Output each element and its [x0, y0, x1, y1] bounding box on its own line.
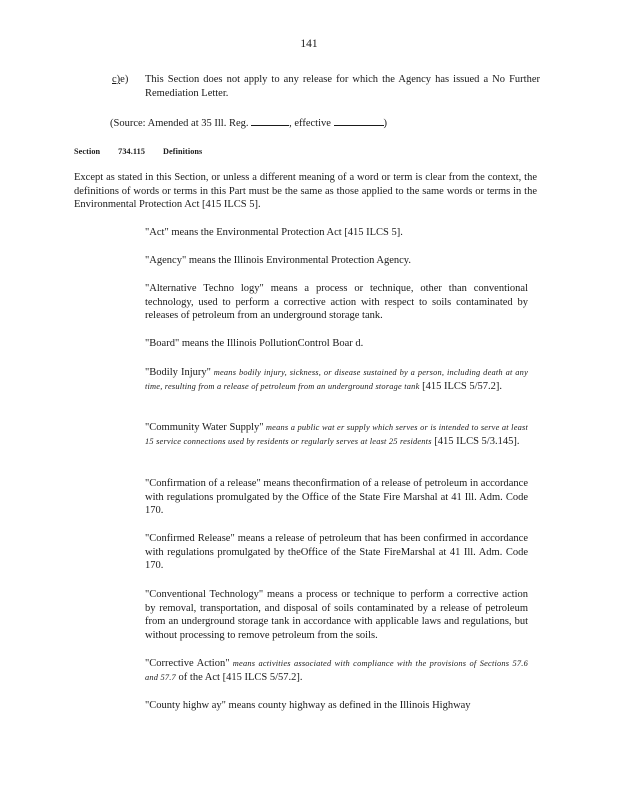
- definition-alternative-technology: "Alternative Techno logy" means a process or technique, other than conventional technology, used to perform a corrective action with respect to soils contaminated by releases of petroleum from an underground storage tank.: [145, 283, 528, 321]
- definition-act: "Act" means the Environmental Protection Act [415 ILCS 5].: [145, 227, 403, 238]
- definition-community-water-supply: [145, 421, 528, 448]
- subsection-text: This Section does not apply to any release for which the Agency has issued a No Further Remediation Letter.: [145, 74, 540, 99]
- definition-confirmation-of-release: "Confirmation of a release" means theconfirmation of a release of petroleum in accordance with regulations promulgated by the Office of the State Fire Marshal at 41 Ill. Adm. Code 170.: [145, 478, 528, 516]
- statutory-text: means bodily injury, sickness, or disease sustained by a person, including death at any time, resulting from a release of petroleum from an underground storage tank: [145, 368, 528, 391]
- definition-bodily-injury: [145, 366, 528, 393]
- source-suffix: ): [383, 118, 388, 129]
- definition-county-highway: "County highw ay" means county highway as defined in the Illinois Highway: [145, 700, 471, 711]
- effective-date-blank: [334, 115, 384, 126]
- citation: [415 ILCS 5/57.2].: [419, 380, 503, 392]
- definition-conventional-technology: "Conventional Technology" means a process or technique to perform a corrective action by removal, transportation, and disposal of soils contaminated by a release of petroleum from an underground storage tank in accordance with applicable laws and regulations, but without processing to remove petroleum from the soils.: [145, 589, 528, 641]
- volume-blank: [251, 115, 289, 126]
- page-number: 141: [300, 38, 318, 50]
- source-note: [110, 115, 430, 131]
- definition-confirmed-release: "Confirmed Release" means a release of petroleum that has been confirmed in accordance with regulations promulgated by theOffice of the State FireMarshal at 41 Ill. Adm. Code 170.: [145, 533, 528, 571]
- statutory-text: means activities associated with compliance with the provisions of Sections 57.6 and 57.7: [145, 659, 528, 682]
- definition-agency: "Agency" means the Illinois Environmental Protection Agency.: [145, 255, 411, 266]
- citation: [415 ILCS 5/3.145].: [431, 435, 520, 447]
- section-title: Definitions: [163, 147, 203, 156]
- section-number: 734.115: [118, 147, 146, 156]
- term: "Community Water Supply": [145, 422, 264, 433]
- section-label: Section: [74, 147, 101, 156]
- citation: of the Act [415 ILCS 5/57.2].: [175, 671, 303, 683]
- source-prefix: (Source: Amended at 35 Ill. Reg.: [110, 118, 249, 129]
- statutory-text: means a public wat er supply which serves or is intended to serve at least 15 service connections used by residents or regularly serves at least 25 residents: [145, 423, 528, 446]
- definition-board: "Board" means the Illinois PollutionControl Boar d.: [145, 338, 364, 349]
- new-marker: e): [120, 74, 129, 85]
- definition-corrective-action: [145, 657, 528, 684]
- struck-marker: c): [112, 74, 121, 85]
- term: "Bodily Injury": [145, 367, 211, 378]
- intro-paragraph: Except as stated in this Section, or unless a different meaning of a word or term is clear from the context, the definitions of words or terms in this Part must be the same as those applied to the same words or terms in the Environmental Protection Act [415 ILCS 5].: [74, 172, 537, 210]
- subsection-marker: [112, 73, 128, 87]
- section-heading: [74, 145, 220, 159]
- source-middle: , effective: [289, 118, 331, 129]
- term: "Corrective Action": [145, 658, 230, 669]
